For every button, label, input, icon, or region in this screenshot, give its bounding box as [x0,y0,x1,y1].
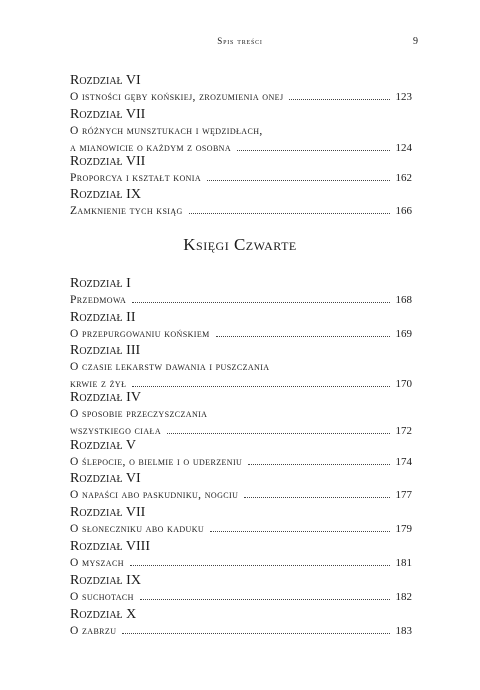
chapter-label: Rozdział VI [70,73,141,88]
entry-page: 183 [395,625,412,637]
chapter-label: Rozdział VII [70,154,146,169]
leader-dots [210,531,389,532]
entry-page: 177 [395,489,412,501]
entry-page: 170 [395,378,412,390]
chapter-label: Rozdział VI [70,471,141,486]
toc-line [70,326,412,343]
chapter-label: Rozdział IX [70,573,141,588]
entry-page: 123 [395,91,412,103]
entry-title: Proporcya i kształt konia [70,172,202,184]
entry-title: O istności gęby końskiej, zrozumienia onej [70,91,284,103]
chapter-label: Rozdział II [70,310,136,325]
toc-entry [70,437,412,471]
chapter-label: Rozdział VII [70,107,146,122]
entry-title: O sposobie przeczyszczania [70,408,208,420]
toc-entry [70,606,412,640]
toc-line [70,589,412,606]
entry-page: 168 [395,294,412,306]
entry-title: O różnych munsztukach i wędzidłach, [70,125,263,137]
leader-dots [167,433,390,434]
chapter-label: Rozdział IV [70,390,141,405]
page-header [0,36,480,50]
page-number: 9 [413,36,418,47]
entry-title: wszystkiego ciała [70,425,161,437]
leader-dots [122,633,389,634]
section-heading: Księgi Czwarte [183,235,297,254]
entry-page: 179 [395,523,412,535]
entry-page: 169 [395,328,412,340]
leader-dots [189,213,390,214]
toc-line [70,123,412,140]
entry-title: O zabrzu [70,625,117,637]
entry-page: 181 [395,557,412,569]
toc-line [70,623,412,640]
chapter-label: Rozdział III [70,343,141,358]
leader-dots [248,464,389,465]
chapter-label: Rozdział IX [70,187,141,202]
entry-title: O ślepocie, o bielmie i o uderzeniu [70,456,243,468]
toc-entry [70,186,412,220]
leader-dots [140,599,390,600]
chapter-label: Rozdział VII [70,505,146,520]
entry-title: O czasie lekarstw dawania i puszczania [70,361,270,373]
leader-dots [289,99,389,100]
toc-entry [70,389,412,440]
entry-title: O suchotach [70,591,134,603]
chapter-label: Rozdział I [70,276,131,291]
toc-line [70,487,412,504]
leader-dots [237,150,389,151]
entry-title: O słoneczniku abo kaduku [70,523,205,535]
leader-dots [130,565,390,566]
toc-entry [70,470,412,504]
entry-title: krwie z żył [70,378,127,390]
entry-title: O przepurgowaniu końskiem [70,328,210,340]
entry-page: 174 [395,456,412,468]
entry-title: Zamknienie tych ksiąg [70,205,183,217]
toc-line [70,359,412,376]
running-head: Spis treści [217,36,263,46]
chapter-label: Rozdział X [70,607,137,622]
toc-entry [70,342,412,393]
entry-page: 182 [395,591,412,603]
leader-dots [207,180,389,181]
chapter-label: Rozdział V [70,438,137,453]
toc-entry [70,538,412,572]
toc-entry [70,153,412,187]
toc-line [70,521,412,538]
entry-page: 124 [395,142,412,154]
toc-line [70,406,412,423]
toc-entry [70,309,412,343]
leader-dots [132,386,389,387]
entry-page: 172 [395,425,412,437]
entry-title: Przedmowa [70,294,127,306]
toc-line [70,454,412,471]
entry-title: O myszach [70,557,124,569]
toc-line [70,89,412,106]
leader-dots [132,302,389,303]
entry-page: 166 [395,205,412,217]
entry-title: a mianowicie o każdym z osobna [70,142,232,154]
toc-line [70,555,412,572]
entry-page: 162 [395,172,412,184]
toc-entry [70,504,412,538]
leader-dots [244,497,389,498]
chapter-label: Rozdział VIII [70,539,151,554]
toc-entry [70,72,412,106]
toc-line [70,292,412,309]
entry-title: O napaści abo paskudniku, nogciu [70,489,239,501]
toc-entry [70,106,412,157]
toc-line [70,203,412,220]
leader-dots [216,336,390,337]
toc-line [70,170,412,187]
toc-entry [70,275,412,309]
toc-entry [70,572,412,606]
